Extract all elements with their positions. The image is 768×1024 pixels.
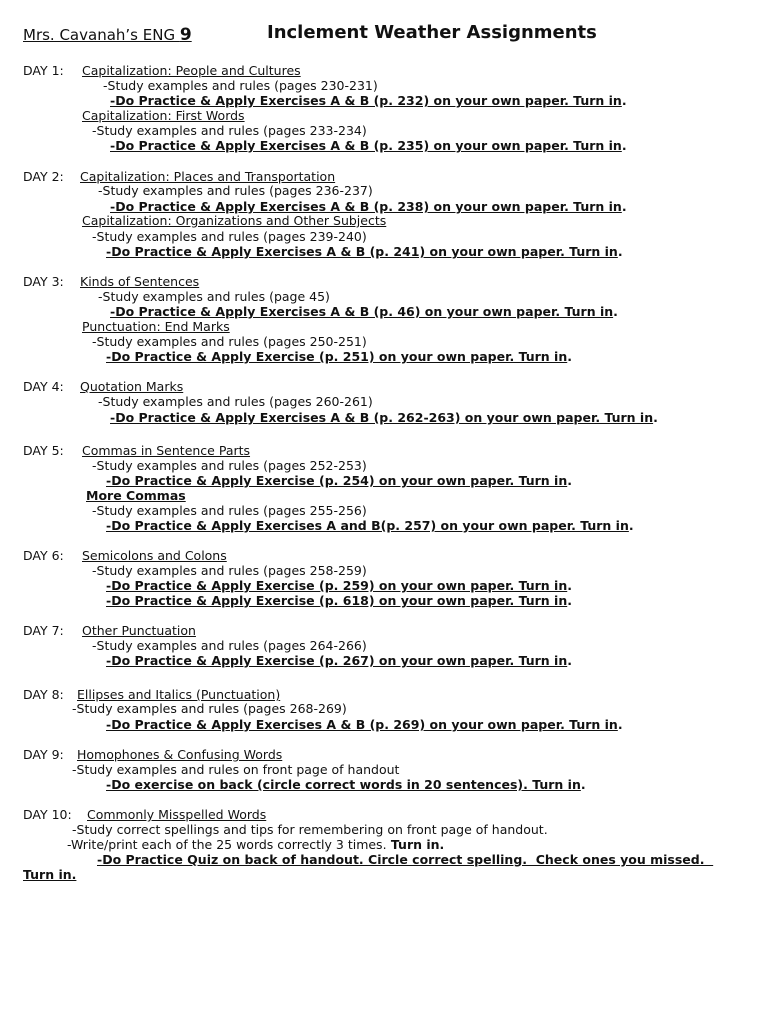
exercise-instruction: -Do Practice & Apply Exercise (p. 259) on your own paper. Turn in.: [106, 578, 572, 593]
day-label: DAY 4:: [23, 379, 64, 394]
day-1-row: [23, 63, 64, 78]
turn-in-note: Turn in.: [23, 867, 77, 882]
day-label: DAY 1:: [23, 63, 64, 78]
topic-title: Commas in Sentence Parts: [82, 443, 251, 458]
exercise-instruction: -Do Practice & Apply Exercises A and B(p. 257) on your own paper. Turn in.: [106, 518, 634, 533]
study-instruction: -Study examples and rules (pages 252-253): [92, 458, 367, 473]
page-title: Inclement Weather Assignments: [267, 22, 597, 43]
exercise-instruction: -Do Practice & Apply Exercise (p. 267) on your own paper. Turn in.: [106, 653, 572, 668]
day-label: DAY 7:: [23, 623, 64, 638]
day-label: DAY 10:: [23, 807, 72, 822]
topic-title: Capitalization: Organizations and Other Subjects: [82, 213, 387, 228]
exercise-instruction: -Do Practice & Apply Exercises A & B (p. 232) on your own paper. Turn in.: [110, 93, 627, 108]
document-header: [23, 22, 743, 48]
topic-title: Commonly Misspelled Words: [87, 807, 267, 822]
exercise-instruction: -Do Practice & Apply Exercise (p. 251) on your own paper. Turn in.: [106, 349, 572, 364]
topic-title: Ellipses and Italics (Punctuation): [77, 687, 281, 702]
topic-title: Capitalization: People and Cultures: [82, 63, 301, 78]
day-label: DAY 3:: [23, 274, 64, 289]
exercise-instruction: -Do Practice & Apply Exercise (p. 254) on your own paper. Turn in.: [106, 473, 572, 488]
topic-title: Kinds of Sentences: [80, 274, 200, 289]
study-instruction: -Study correct spellings and tips for remembering on front page of handout.: [72, 822, 548, 837]
day-label: DAY 6:: [23, 548, 64, 563]
day-label: DAY 9:: [23, 747, 64, 762]
exercise-instruction: -Do Practice & Apply Exercises A & B (p. 241) on your own paper. Turn in.: [106, 244, 623, 259]
study-instruction: -Study examples and rules (pages 233-234): [92, 123, 367, 138]
topic-title: Quotation Marks: [80, 379, 184, 394]
exercise-instruction: -Do Practice & Apply Exercises A & B (p. 269) on your own paper. Turn in.: [106, 717, 623, 732]
topic-title: Other Punctuation: [82, 623, 196, 638]
exercise-instruction: -Do Practice & Apply Exercises A & B (p. 262-263) on your own paper. Turn in.: [110, 410, 658, 425]
exercise-instruction: -Do Practice & Apply Exercises A & B (p. 46) on your own paper. Turn in.: [110, 304, 618, 319]
exercise-instruction: -Do Practice Quiz on back of handout. Circle correct spelling. Check ones you missed.: [97, 852, 714, 867]
exercise-instruction: -Do Practice & Apply Exercises A & B (p. 235) on your own paper. Turn in.: [110, 138, 627, 153]
exercise-instruction: -Do Practice & Apply Exercise (p. 618) on your own paper. Turn in.: [106, 593, 572, 608]
study-instruction: -Study examples and rules on front page of handout: [72, 762, 400, 777]
topic-title: Homophones & Confusing Words: [77, 747, 283, 762]
course-name: Mrs. Cavanah’s ENG 9: [23, 25, 192, 45]
study-instruction: -Study examples and rules (pages 264-266): [92, 638, 367, 653]
topic-title: Capitalization: First Words: [82, 108, 245, 123]
topic-title: Capitalization: Places and Transportation: [80, 169, 336, 184]
topic-title: Semicolons and Colons: [82, 548, 227, 563]
study-instruction: -Study examples and rules (pages 230-231): [103, 78, 378, 93]
study-instruction: -Study examples and rules (pages 239-240): [92, 229, 367, 244]
topic-title: More Commas: [86, 488, 186, 503]
study-instruction: -Study examples and rules (pages 255-256): [92, 503, 367, 518]
write-instruction: -Write/print each of the 25 words correctly 3 times. Turn in.: [67, 837, 445, 852]
exercise-instruction: -Do exercise on back (circle correct words in 20 sentences). Turn in.: [106, 777, 586, 792]
topic-title: Punctuation: End Marks: [82, 319, 230, 334]
study-instruction: -Study examples and rules (page 45): [98, 289, 330, 304]
course-number: 9: [179, 25, 192, 45]
exercise-instruction: -Do Practice & Apply Exercises A & B (p. 238) on your own paper. Turn in.: [110, 199, 627, 214]
study-instruction: -Study examples and rules (pages 260-261): [98, 394, 373, 409]
day-label: DAY 2:: [23, 169, 64, 184]
study-instruction: -Study examples and rules (pages 268-269): [72, 701, 347, 716]
study-instruction: -Study examples and rules (pages 250-251): [92, 334, 367, 349]
study-instruction: -Study examples and rules (pages 258-259): [92, 563, 367, 578]
study-instruction: -Study examples and rules (pages 236-237): [98, 183, 373, 198]
day-label: DAY 5:: [23, 443, 64, 458]
day-label: DAY 8:: [23, 687, 64, 702]
